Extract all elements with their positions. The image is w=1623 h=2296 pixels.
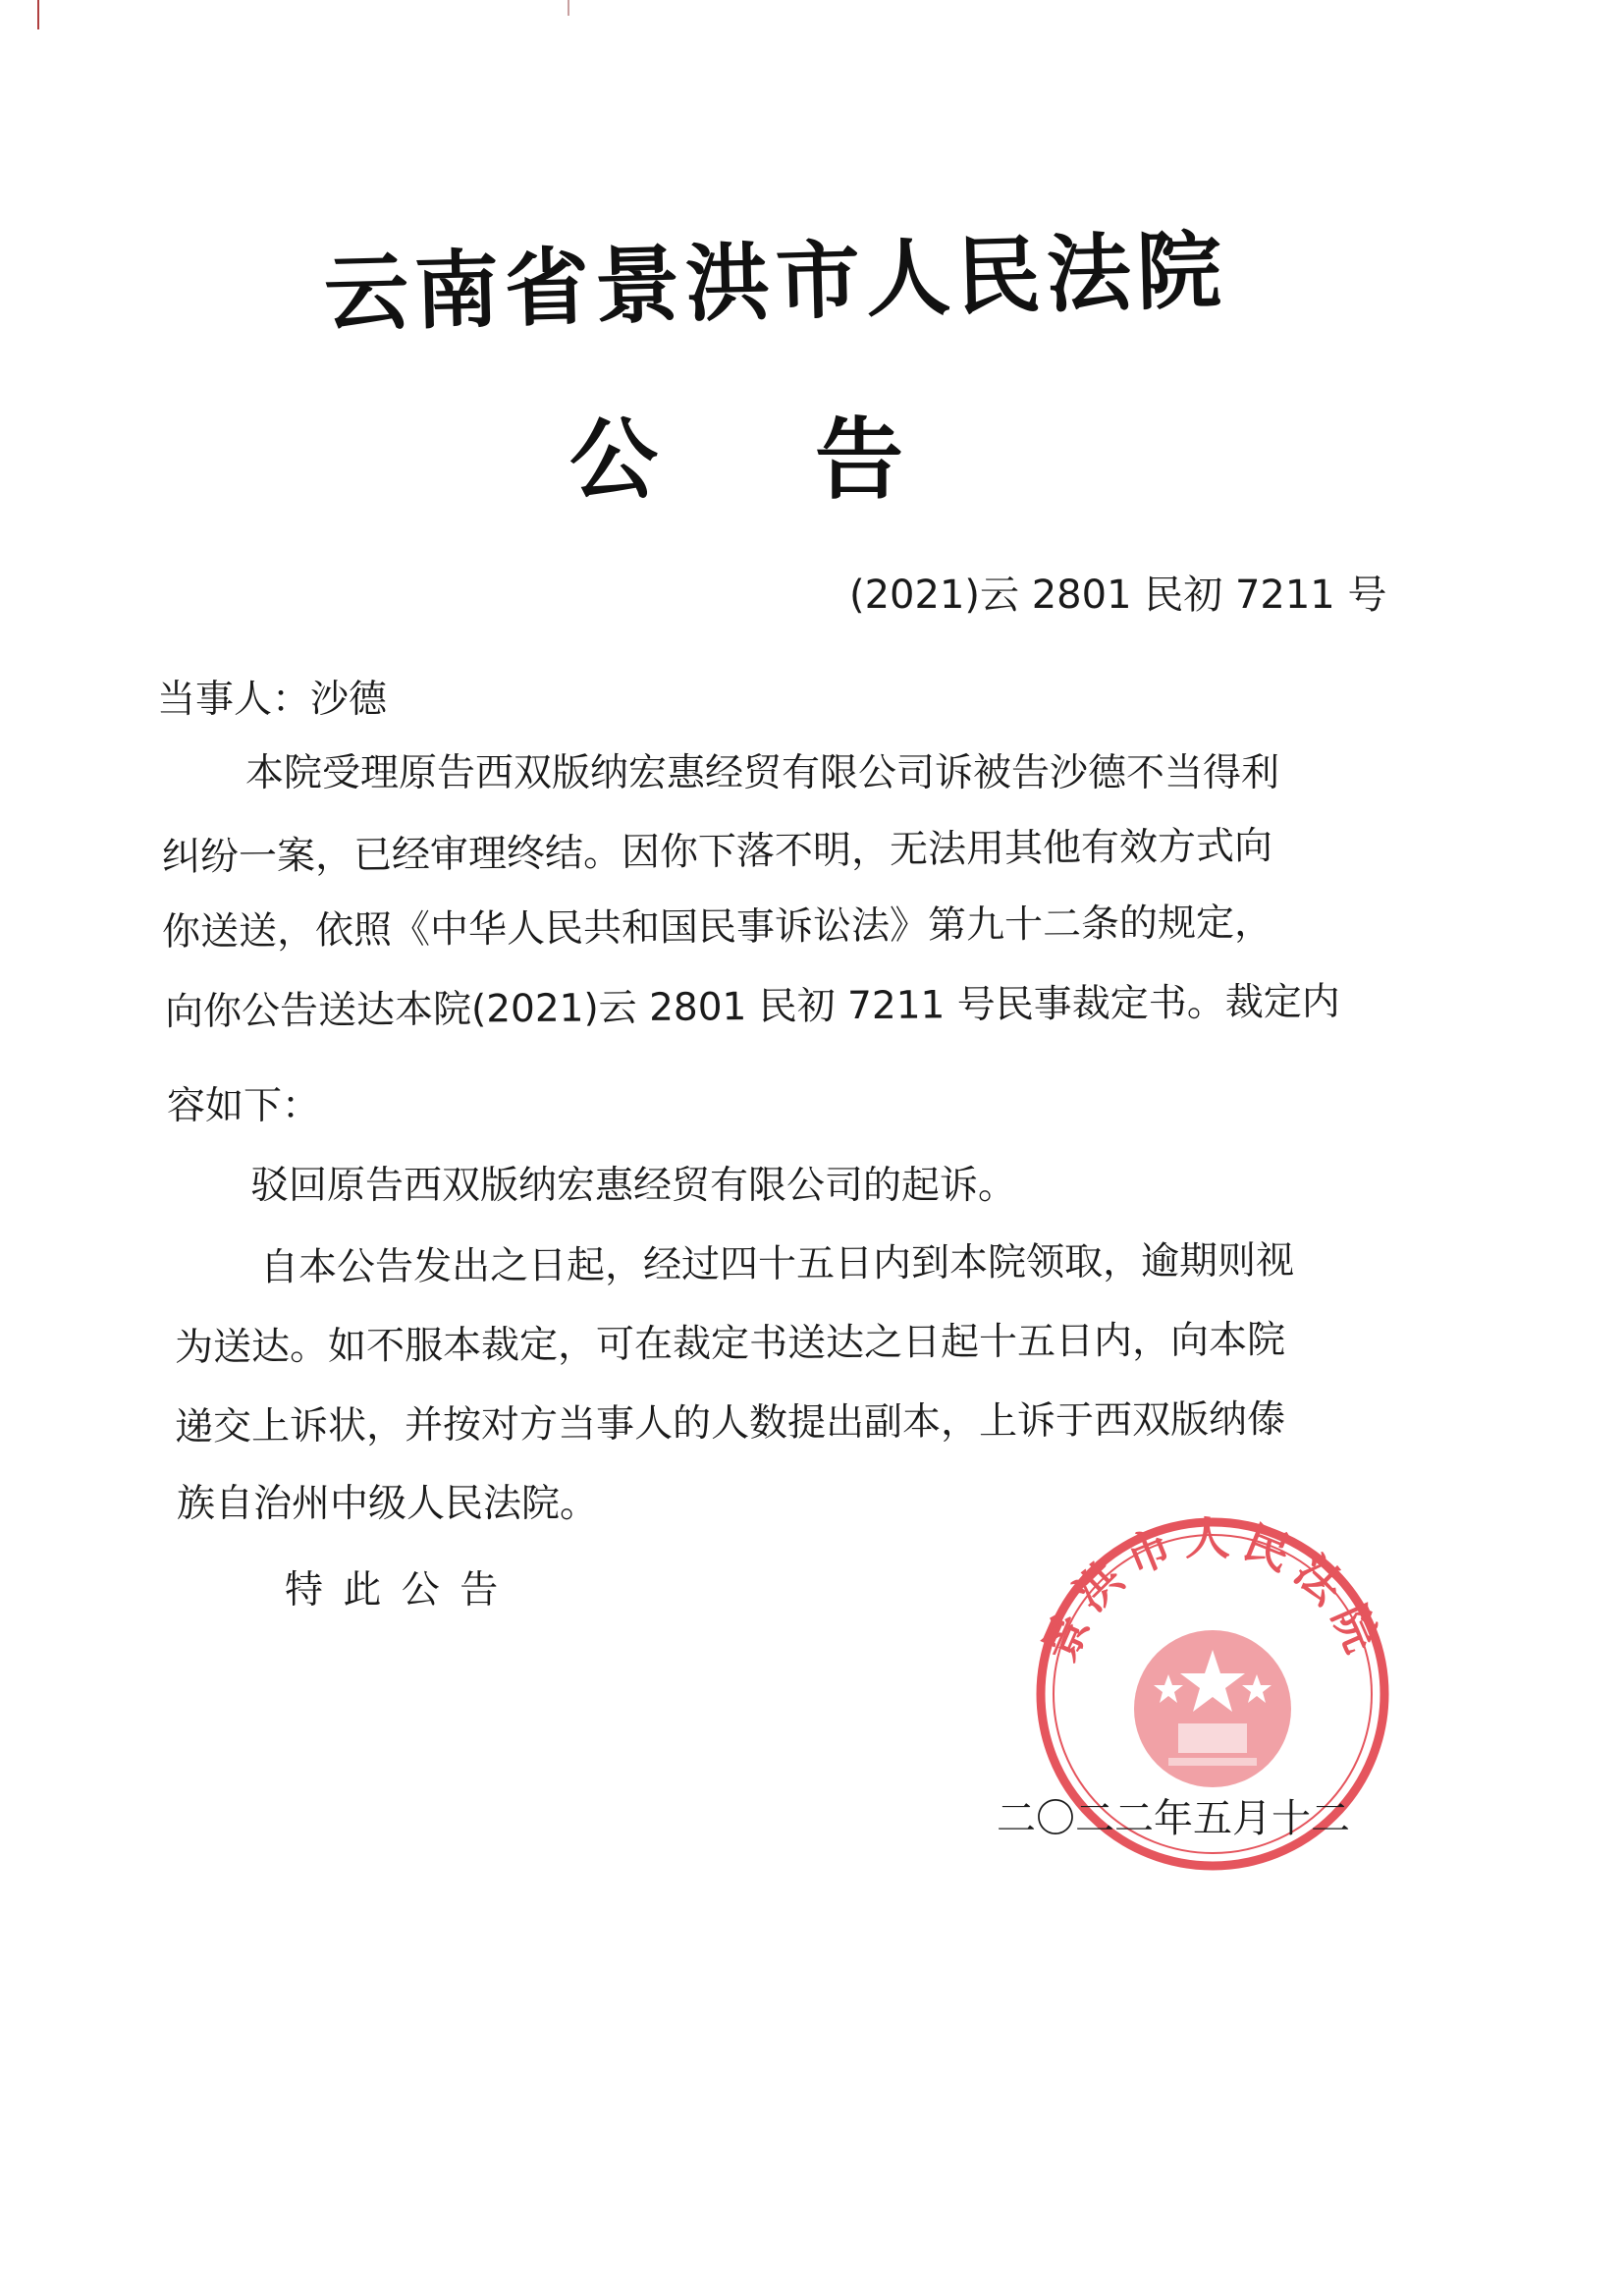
scan-edge-mark <box>568 0 569 16</box>
title-char: 告 <box>815 409 903 512</box>
paragraph-line: 族自治州中级人民法院。 <box>177 1482 599 1526</box>
base-icon <box>1168 1758 1257 1766</box>
paragraph-line: 本院受理原告西双版纳宏惠经贸有限公司诉被告沙德不当得利 <box>245 751 1280 795</box>
paragraph-line: 为送达。如不服本裁定，可在裁定书送达之日起十五日内，向本院 <box>174 1318 1286 1370</box>
document-title <box>569 388 903 516</box>
court-name: 云南省景洪市人民法院 <box>322 220 1229 344</box>
seal-text: 景洪市人民法院 <box>1032 1512 1393 1669</box>
gate-icon <box>1178 1723 1247 1753</box>
scan-edge-mark <box>37 0 39 29</box>
issue-date: 二〇二二年五月十二 <box>997 1796 1350 1841</box>
party-label: 当事人：沙德 <box>157 678 388 722</box>
closing-text: 特 此 公 告 <box>285 1568 503 1613</box>
case-number: (2021)云 2801 民初 7211 号 <box>849 573 1387 618</box>
paragraph-line: 自本公告发出之日起，经过四十五日内到本院领取，逾期则视 <box>259 1238 1295 1290</box>
title-char: 公 <box>569 409 658 512</box>
paragraph-line: 你送送，依照《中华人民共和国民事诉讼法》第九十二条的规定， <box>161 901 1273 955</box>
ruling-text: 驳回原告西双版纳宏惠经贸有限公司的起诉。 <box>250 1164 1017 1208</box>
paragraph-line: 容如下： <box>167 1084 321 1128</box>
paragraph-line: 向你公告送达本院(2021)云 2801 民初 7211 号民事裁定书。裁定内 <box>164 979 1340 1035</box>
paragraph-line: 递交上诉状，并按对方当事人的人数提出副本，上诉于西双版纳傣 <box>174 1397 1286 1449</box>
paragraph-line: 纠纷一案，已经审理终结。因你下落不明，无法用其他有效方式向 <box>161 824 1273 880</box>
